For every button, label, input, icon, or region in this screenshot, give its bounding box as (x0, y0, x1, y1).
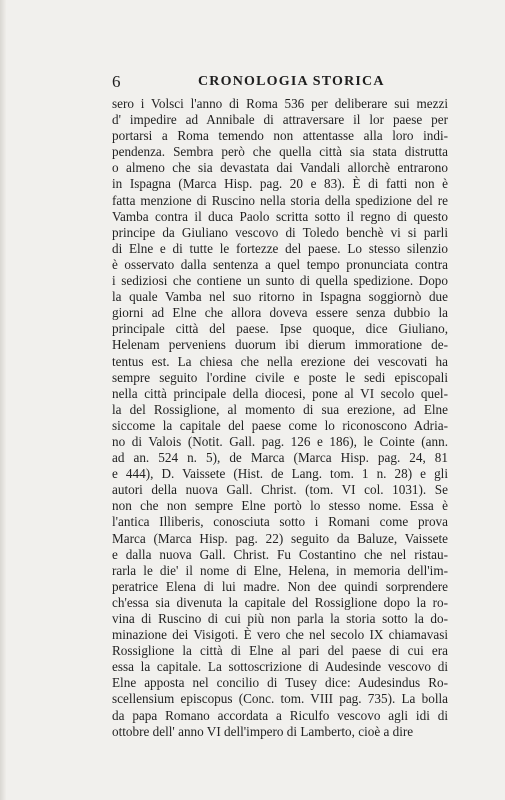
text-line: i sediziosi che contiene un sunto di quella spedizione. Dopo (112, 273, 448, 289)
text-line: la quale Vamba nel suo ritorno in Ispagna soggiornò due (112, 289, 448, 305)
text-line: tentus est. La chiesa che nella erezione dei vescovati ha (112, 353, 448, 369)
text-line: la del Rossiglione, al momento di sua erezione, ad Elne (112, 401, 448, 417)
text-line: sero i Volsci l'anno di Roma 536 per deliberare sui mezzi (112, 96, 448, 111)
text-line: rarla le die' il nome di Elne, Helena, in memoria dell'im- (112, 562, 448, 578)
text-line: e dalla nuova Gall. Christ. Fu Costantino che nel ristau- (112, 546, 448, 562)
text-line: fatta menzione di Ruscino nella storia della spedizione del re (112, 192, 448, 208)
text-line: autori della nuova Gall. Christ. (tom. VI col. 1031). Se (112, 482, 448, 498)
page-header (112, 72, 448, 92)
text-line: vina di Ruscino di cui più non parla la storia sotto la do- (112, 611, 448, 626)
text-line: in Ispagna (Marca Hisp. pag. 20 e 83). È di fatti non è (112, 176, 448, 192)
page-number: 6 (112, 72, 121, 91)
text-line: no di Valois (Notit. Gall. pag. 126 e 186), le Cointe (ann. (112, 433, 448, 449)
text-line: non che non sempre Elne portò lo stesso nome. Essa è (112, 498, 448, 514)
text-line: principale città del paese. Ipse quoque, dice Giuliano, (112, 321, 448, 337)
text-line: essa la capitale. La sottoscrizione di Audesinde vescovo di (112, 659, 448, 675)
text-line: Rossiglione la città di Elne al pari del paese di cui era (112, 643, 448, 659)
text-line: o almeno che sia devastata dai Vandali allorchè entrarono (112, 160, 448, 176)
text-line: è osservato dalla sentenza a quel tempo pronunciata contra (112, 256, 448, 272)
text-line: Elne apposta nel concilio di Tusey dice: Audesindus Ro- (112, 675, 448, 691)
text-line: giorni ad Elne che allora doveva essere senza dubbio la (112, 305, 448, 321)
text-line: da papa Romano accordata a Riculfo vescovo agli idi di (112, 707, 448, 723)
text-line: l'antica Illiberis, conosciuta sotto i Romani come prova (112, 514, 448, 530)
text-line: portarsi a Roma temendo non attentasse alla loro indi- (112, 128, 448, 144)
running-head: CRONOLOGIA STORICA (198, 74, 385, 89)
text-line: pendenza. Sembra però che quella città sia stata distrutta (112, 144, 448, 160)
text-line: Vamba contra il duca Paolo scritta sotto il regno di questo (112, 208, 448, 224)
text-line: d' impedire ad Annibale di attraversare il lor paese per (112, 112, 448, 128)
body-text (112, 96, 448, 740)
text-line: minazione dei Visigoti. È vero che nel secolo IX chiamavasi (112, 627, 448, 643)
text-line: ad an. 524 n. 5), de Marca (Marca Hisp. pag. 24, 81 (112, 450, 448, 466)
text-line: ottobre dell' anno VI dell'impero di Lamberto, cioè a dire (112, 723, 414, 739)
text-line: Helenam perveniens duorum ibi dierum immoratione de- (112, 337, 448, 353)
text-line: siccome la capitale del paese come lo riconoscono Adria- (112, 417, 448, 433)
text-line: di Elne e di tutte le fortezze del paese. Lo stesso silenzio (112, 240, 448, 256)
text-line: Marca (Marca Hisp. pag. 22) seguito da Baluze, Vaissete (112, 530, 448, 546)
text-line: sempre seguito l'ordine civile e poste le sedi episcopali (112, 369, 448, 385)
text-line: nella città principale della diocesi, pone al VI secolo quel- (112, 385, 448, 401)
text-line: peratrice Elena di lui madre. Non dee quindi sorprendere (112, 578, 448, 594)
text-line: e 444), D. Vaissete (Hist. de Lang. tom. 1 n. 28) e gli (112, 466, 448, 482)
text-line: principe da Giuliano vescovo di Toledo benchè vi si parli (112, 224, 448, 240)
text-line: ch'essa sia divenuta la capitale del Rossiglione dopo la ro- (112, 594, 448, 610)
page-spine-shadow (0, 0, 6, 800)
text-line: scellensium episcopus (Conc. tom. VIII pag. 735). La bolla (112, 691, 448, 707)
